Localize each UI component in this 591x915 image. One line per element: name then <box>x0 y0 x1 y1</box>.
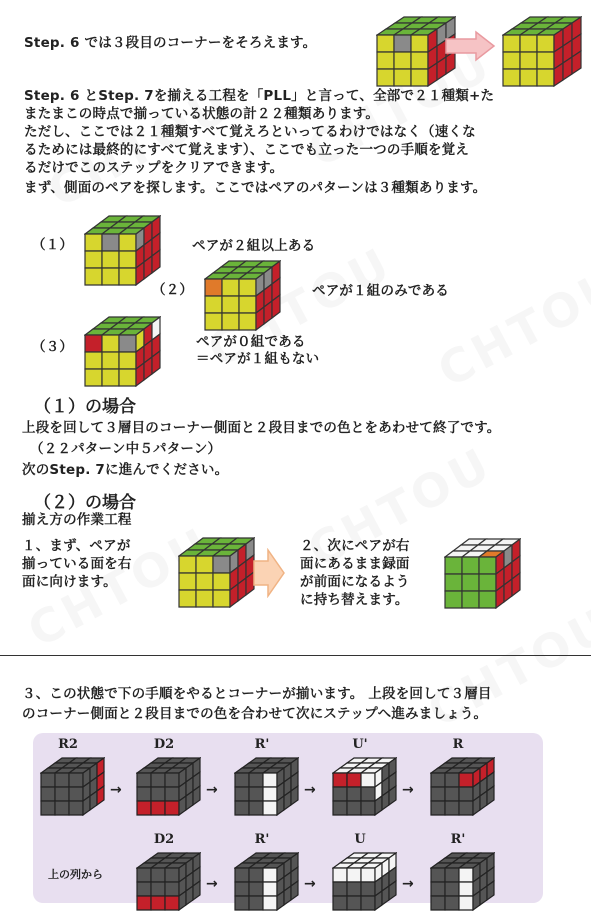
intro-para-1: Step. 6 とStep. 7を揃える工程を「PLL」と言って、全部で２１種類+た <box>24 88 495 104</box>
move-cube <box>430 852 495 915</box>
step1-text: １、まず、ペアが <box>22 538 131 554</box>
pattern-number: （２） <box>152 282 194 298</box>
step1-text: 揃っている面を右 <box>22 556 132 572</box>
sequence-arrow-icon: → <box>206 876 218 892</box>
move-cube <box>40 757 105 820</box>
move-cube <box>332 757 397 820</box>
row-note: 上の列から <box>48 868 103 881</box>
divider <box>0 655 591 656</box>
step1-text: 面に向けます。 <box>22 574 117 590</box>
cube-illustration <box>502 16 582 91</box>
intro-para-6: まず、側面のペアを探します。ここではペアのパターンは３種類あります。 <box>24 180 487 196</box>
move-cube <box>136 852 201 915</box>
cube-illustration <box>84 215 161 290</box>
pattern-description: ペアが１組のみである <box>312 283 449 299</box>
step3-text: ３、この状態で下の手順をやるとコーナーが揃います。 上段を回して３層目 <box>22 686 492 702</box>
intro-para-3: ただし、ここでは２１種類すべて覚えろといってるわけではなく（速くな <box>24 124 476 140</box>
step3-text: のコーナー側面と２段目までの色を合わせて次にステップへ進みましょう。 <box>22 706 488 722</box>
sequence-arrow-icon: → <box>110 782 122 798</box>
right-arrow-icon <box>252 548 286 598</box>
move-label: D2 <box>153 737 175 752</box>
section-heading: （２）の場合 <box>34 493 136 513</box>
intro-para-2: またまこの時点で揃っている状態の計２２種類あります。 <box>24 106 380 122</box>
sequence-arrow-icon: → <box>206 782 218 798</box>
pattern-description-alt: ＝ペアが１組もない <box>196 351 320 367</box>
pattern-number: （３） <box>32 339 74 355</box>
intro-para-5: るだけでこのステップをクリアできます。 <box>24 160 284 176</box>
move-label: R' <box>450 832 466 847</box>
section-heading: （１）の場合 <box>34 397 136 417</box>
move-label: R2 <box>58 737 78 752</box>
case2-subheading: 揃え方の作業工程 <box>22 512 132 528</box>
cube-illustration <box>84 316 161 391</box>
pattern-description: ペアが２組以上ある <box>192 238 316 254</box>
sequence-arrow-icon: → <box>304 876 316 892</box>
move-cube <box>332 852 397 915</box>
intro-para-4: るためには最終的にすべて覚えます）、ここでも立った一つの手順を覚え <box>24 142 470 158</box>
sequence-arrow-icon: → <box>402 876 414 892</box>
step2-text: 面にあるまま録面 <box>300 556 410 572</box>
case1-text: （２２パターン中５パターン） <box>30 441 222 457</box>
move-label: R' <box>254 832 270 847</box>
step2-text: ２、次にペアが右 <box>300 538 410 554</box>
move-cube <box>234 757 299 820</box>
cube-illustration <box>444 538 521 613</box>
case1-text: 次のStep. 7に進んでください。 <box>22 462 229 478</box>
right-arrow-icon <box>444 30 496 62</box>
move-cube <box>136 757 201 820</box>
step2-text: が前面になるよう <box>300 574 410 590</box>
move-label: D2 <box>153 832 175 847</box>
sequence-arrow-icon: → <box>304 782 316 798</box>
pattern-number: （１） <box>32 237 74 253</box>
move-cube <box>234 852 299 915</box>
intro-line: Step. 6 では３段目のコーナーをそろえます。 <box>24 35 317 51</box>
cube-illustration <box>204 260 281 335</box>
move-cube <box>430 757 495 820</box>
case1-text: 上段を回して３層目のコーナー側面と２段目までの色とをあわせて終了です。 <box>22 420 501 436</box>
pattern-description: ペアが０組である <box>196 334 306 350</box>
move-label: R <box>452 737 464 752</box>
watermark <box>429 256 591 398</box>
move-label: R' <box>254 737 270 752</box>
move-label: U <box>354 832 366 847</box>
move-label: U' <box>352 737 368 752</box>
sequence-arrow-icon: → <box>402 782 414 798</box>
step2-text: に持ち替えます。 <box>300 592 409 608</box>
cube-illustration <box>178 537 255 612</box>
